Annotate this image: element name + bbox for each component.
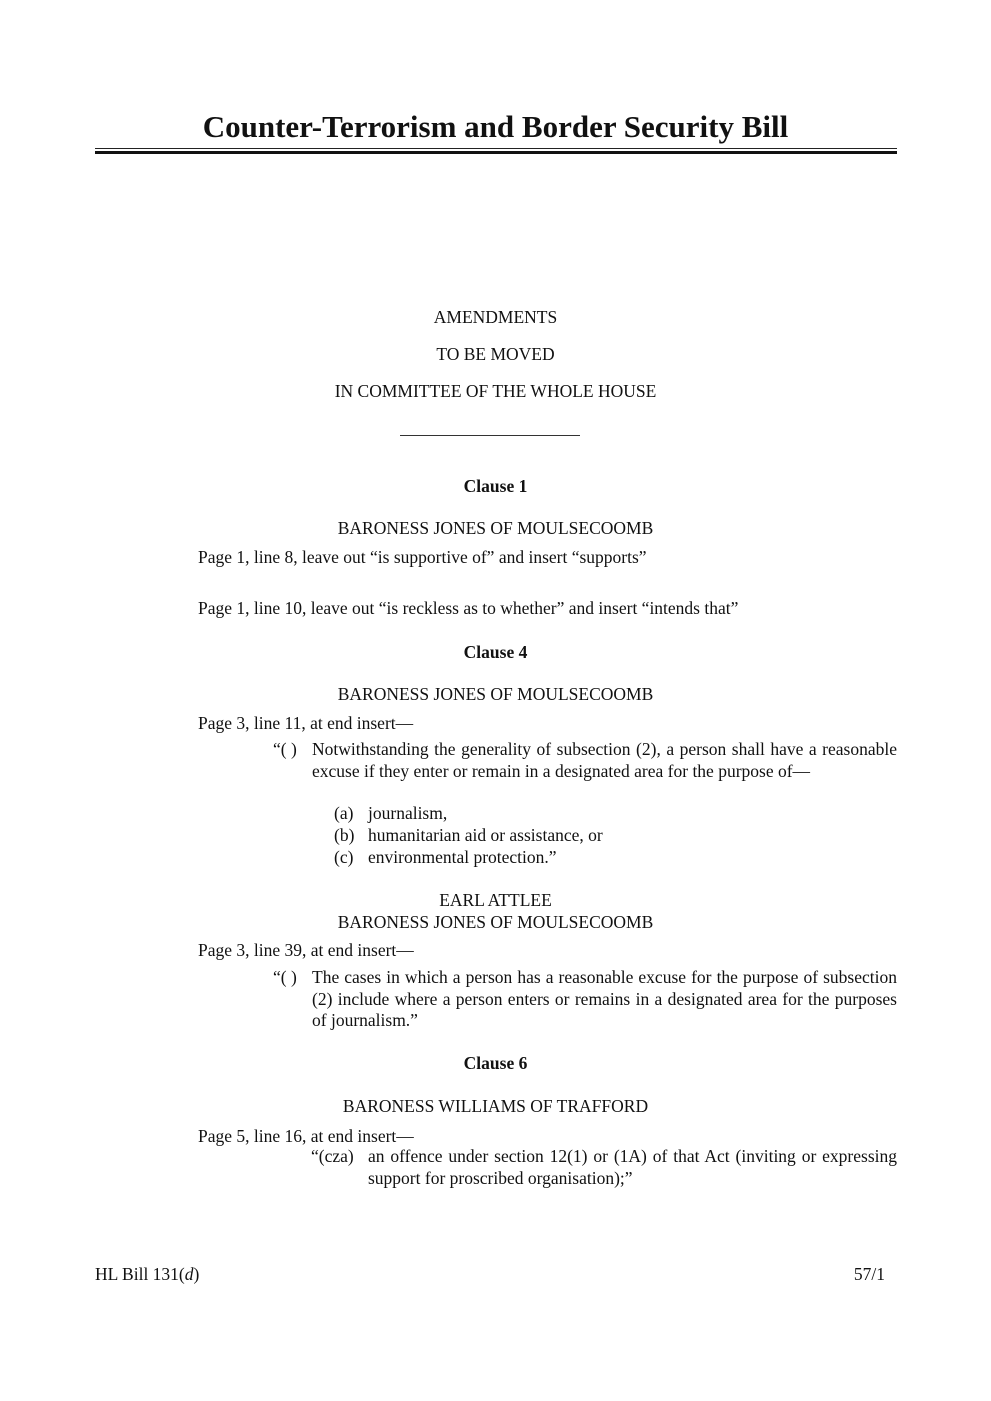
paragraph-mark: “(cza) xyxy=(311,1146,354,1166)
subsection-mark: “( ) xyxy=(273,967,297,987)
clause-6-heading: Clause 6 xyxy=(463,1053,528,1073)
intro-to-be-moved: TO BE MOVED xyxy=(436,344,555,364)
title-rule-thick xyxy=(95,151,897,154)
inserted-text: The cases in which a person has a reasonable excuse for the purpose of subsection (2) include where a person enters or remains in a designated area for the purposes of journalism.” xyxy=(312,967,897,1030)
item-label: (b) xyxy=(334,825,355,845)
clause-1-sponsor: BARONESS JONES OF MOULSECOOMB xyxy=(337,518,654,538)
intro-amendments: AMENDMENTS xyxy=(433,307,558,327)
bill-number-close: ) xyxy=(193,1264,200,1284)
inserted-text: an offence under section 12(1) or (1A) of that Act (inviting or expressing support for proscribed organisation);” xyxy=(368,1146,897,1188)
item-label: (c) xyxy=(334,847,354,867)
clause-4-sponsor: BARONESS JONES OF MOULSECOOMB xyxy=(337,684,654,704)
bill-number-suffix: d xyxy=(184,1264,194,1284)
bill-number-prefix: HL Bill 131( xyxy=(95,1264,185,1284)
item-label: (a) xyxy=(334,803,354,823)
title-rule-thin xyxy=(95,148,897,149)
bill-title: Counter-Terrorism and Border Security Bill xyxy=(202,109,789,144)
amendment-instruction: Page 5, line 16, at end insert— xyxy=(198,1126,414,1146)
amendment-text: Page 1, line 10, leave out “is reckless as to whether” and insert “intends that” xyxy=(198,598,739,618)
clause-1-heading: Clause 1 xyxy=(463,476,528,496)
page-reference: 57/1 xyxy=(853,1264,885,1284)
amendment-text: Page 1, line 8, leave out “is supportive of” and insert “supports” xyxy=(198,547,647,567)
item-text: humanitarian aid or assistance, or xyxy=(368,825,603,845)
amendment-instruction: Page 3, line 11, at end insert— xyxy=(198,713,414,733)
item-text: environmental protection.” xyxy=(368,847,557,867)
clause-4-heading: Clause 4 xyxy=(463,642,528,662)
sponsor-name: EARL ATTLEE xyxy=(439,890,552,910)
section-divider xyxy=(400,435,580,436)
clause-6-sponsor: BARONESS WILLIAMS OF TRAFFORD xyxy=(342,1096,649,1116)
bill-number xyxy=(95,1263,199,1285)
intro-committee: IN COMMITTEE OF THE WHOLE HOUSE xyxy=(334,381,657,401)
subsection-mark: “( ) xyxy=(273,739,297,759)
item-text: journalism, xyxy=(368,803,448,823)
inserted-text: Notwithstanding the generality of subsection (2), a person shall have a reasonable excuse if they enter or remain in a designated area for the purpose of— xyxy=(312,739,897,781)
amendment-instruction: Page 3, line 39, at end insert— xyxy=(198,940,414,960)
sponsor-name: BARONESS JONES OF MOULSECOOMB xyxy=(337,912,654,932)
